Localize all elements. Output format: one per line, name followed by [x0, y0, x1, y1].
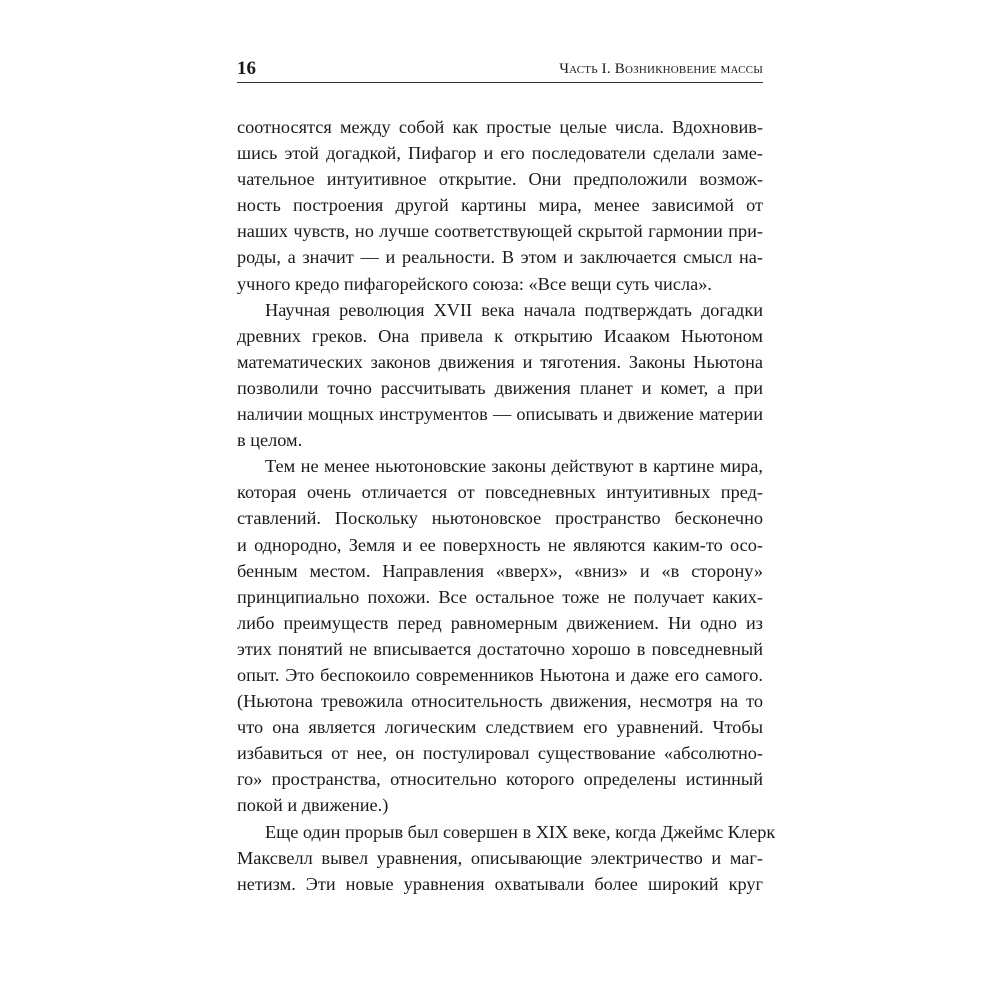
text-line: Еще один прорыв был совершен в XIX веке, когда Джеймс Клерк [265, 821, 776, 842]
text-line: Максвелл вывел уравнения, описывающие электричество и маг- [237, 847, 763, 868]
text-line: Тем не менее ньютоновские законы действуют в картине мира, [265, 456, 763, 477]
text-line: наличии мощных инструментов — описывать и движение материи [237, 404, 763, 425]
text-line: опыт. Это беспокоило современников Ньютона и даже его самого. [237, 664, 763, 685]
text-line: го» пространства, относительно которого определены истинный [237, 769, 763, 790]
page-header [237, 58, 763, 83]
text-line: наших чувств, но лучше соответствующей скрытой гармонии при- [237, 221, 763, 242]
text-line: либо преимуществ перед равномерным движением. Ни одно из [237, 612, 763, 633]
text-line: избавиться от нее, он постулировал существование «абсолютно- [237, 743, 763, 764]
text-line: (Ньютона тревожила относительность движения, несмотря на то [237, 691, 763, 712]
text-line: принципиально похожи. Все остальное тоже не получает каких- [237, 586, 763, 607]
body-text [237, 114, 776, 897]
text-line: чательное интуитивное открытие. Они предположили возмож- [237, 169, 763, 190]
text-line: соотносятся между собой как простые целые числа. Вдохновив- [237, 117, 763, 137]
text-line: которая очень отличается от повседневных интуитивных пред- [237, 482, 763, 503]
text-line: нетизм. Эти новые уравнения охватывали более широкий круг [237, 873, 763, 894]
text-line: что она является логическим следствием его уравнений. Чтобы [237, 717, 763, 738]
text-line: позволили точно рассчитывать движения планет и комет, а при [237, 377, 763, 398]
running-head: Часть I. Возникновение массы [559, 61, 763, 77]
text-line: ность построения другой картины мира, менее зависимой от [237, 195, 763, 216]
text-line: роды, а значит — и реальности. В этом и заключается смысл на- [237, 247, 763, 268]
page-number: 16 [237, 58, 256, 79]
text-line: учного кредо пифагорейского союза: «Все вещи суть числа». [237, 273, 712, 294]
text-line: этих понятий не вписывается достаточно хорошо в повседневный [237, 638, 763, 659]
text-line: древних греков. Она привела к открытию Исааком Ньютоном [237, 325, 763, 346]
text-line: в целом. [237, 430, 303, 451]
text-line: покой и движение.) [237, 795, 389, 816]
text-line: математических законов движения и тяготения. Законы Ньютона [237, 351, 763, 372]
text-line: и однородно, Земля и ее поверхность не являются каким-то осо- [237, 534, 763, 555]
text-line: ставлений. Поскольку ньютоновское пространство бесконечно [237, 508, 763, 529]
text-line: бенным местом. Направления «вверх», «вниз» и «в сторону» [237, 560, 763, 581]
text-line: шись этой догадкой, Пифагор и его последователи сделали заме- [237, 143, 763, 164]
text-line: Научная революция XVII века начала подтверждать догадки [265, 299, 763, 320]
